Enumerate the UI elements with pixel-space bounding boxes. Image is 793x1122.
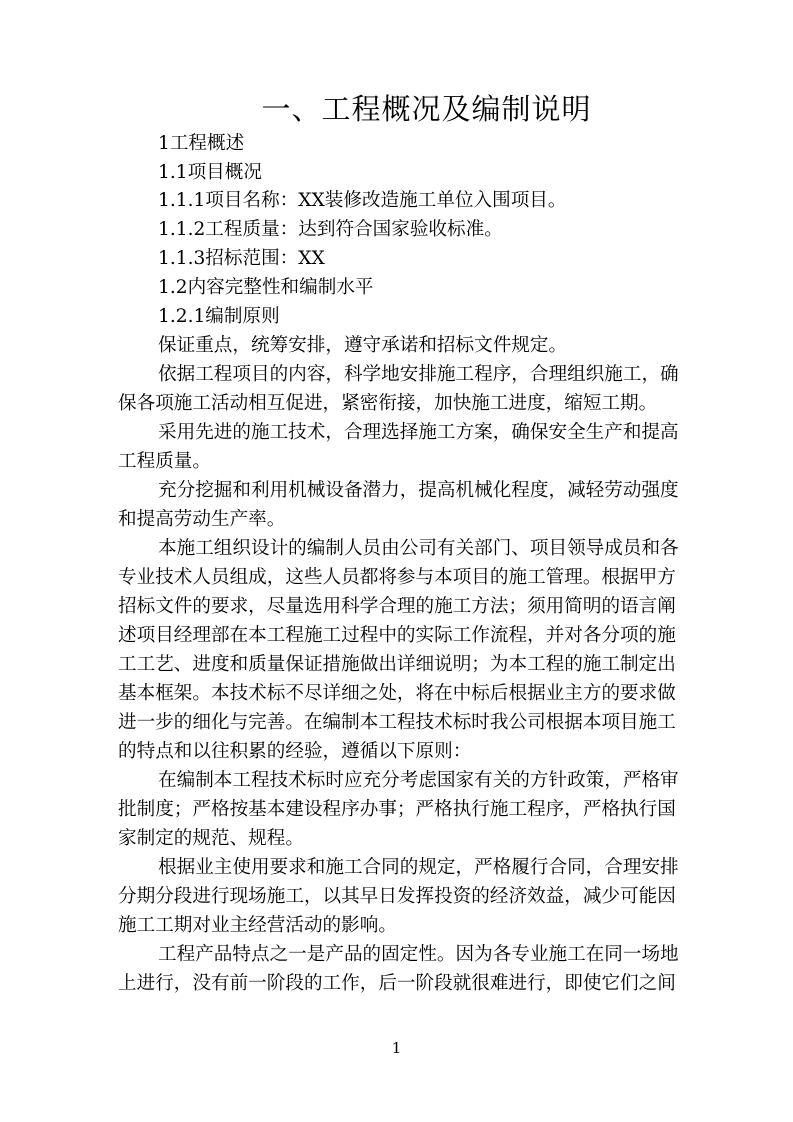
heading-1-1: 1.1项目概况 xyxy=(158,162,262,183)
paragraph-line: 和提高劳动生产率。 xyxy=(118,509,286,530)
paragraph-line: 述项目经理部在本工程施工过程中的实际工作流程，并对各分项的施 xyxy=(118,625,676,646)
heading-1: 1工程概述 xyxy=(158,133,245,154)
paragraph-line: 批制度；严格按基本建设程序办事；严格执行施工程序，严格执行国 xyxy=(118,799,676,820)
document-title: 一、工程概况及编制说明 xyxy=(261,92,592,126)
paragraph-line: 依据工程项目的内容，科学地安排施工程序，合理组织施工，确 xyxy=(158,364,679,385)
paragraph-line: 上进行，没有前一阶段的工作，后一阶段就很难进行，即使它们之间 xyxy=(118,973,676,994)
paragraph-line: 在编制本工程技术标时应充分考虑国家有关的方针政策，严格审 xyxy=(158,770,679,791)
paragraph-line: 专业技术人员组成，这些人员都将参与本项目的施工管理。根据甲方 xyxy=(118,567,676,588)
paragraph-line: 施工工期对业主经营活动的影响。 xyxy=(118,915,397,936)
paragraph-line: 家制定的规范、规程。 xyxy=(118,828,304,849)
paragraph-line: 根据业主使用要求和施工合同的规定，严格履行合同，合理安排 xyxy=(158,857,679,878)
paragraph-line: 招标文件的要求，尽量选用科学合理的施工方法；须用简明的语言阐 xyxy=(118,596,676,617)
paragraph-line: 工程质量。 xyxy=(118,451,211,472)
paragraph-line: 保各项施工活动相互促进，紧密衔接，加快施工进度，缩短工期。 xyxy=(118,393,658,414)
heading-1-2: 1.2内容完整性和编制水平 xyxy=(158,277,374,298)
paragraph-line: 的特点和以往积累的经验，遵循以下原则： xyxy=(118,741,472,762)
paragraph-line: 工工艺、进度和质量保证措施做出详细说明；为本工程的施工制定出 xyxy=(118,654,676,675)
heading-1-2-1: 1.2.1编制原则 xyxy=(158,306,280,327)
paragraph-line: 基本框架。本技术标不尽详细之处，将在中标后根据业主方的要求做 xyxy=(118,683,676,704)
paragraph-line: 本施工组织设计的编制人员由公司有关部门、项目领导成员和各 xyxy=(158,538,679,559)
paragraph-line: 保证重点，统筹安排，遵守承诺和招标文件规定。 xyxy=(158,335,568,356)
paragraph-line: 进一步的细化与完善。在编制本工程技术标时我公司根据本项目施工 xyxy=(118,712,676,733)
paragraph-line: 工程产品特点之一是产品的固定性。因为各专业施工在同一场地 xyxy=(158,944,679,965)
paragraph-line: 充分挖掘和利用机械设备潜力，提高机械化程度，减轻劳动强度 xyxy=(158,480,679,501)
paragraph-line: 采用先进的施工技术，合理选择施工方案，确保安全生产和提高 xyxy=(158,422,679,443)
heading-1-1-2: 1.1.2工程质量：达到符合国家验收标准。 xyxy=(158,219,503,240)
heading-1-1-3: 1.1.3招标范围：XX xyxy=(158,248,325,269)
paragraph-line: 分期分段进行现场施工，以其早日发挥投资的经济效益，减少可能因 xyxy=(118,886,676,907)
heading-1-1-1: 1.1.1项目名称：XX装修改造施工单位入围项目。 xyxy=(158,190,567,211)
page-number: 1 xyxy=(391,1039,402,1057)
